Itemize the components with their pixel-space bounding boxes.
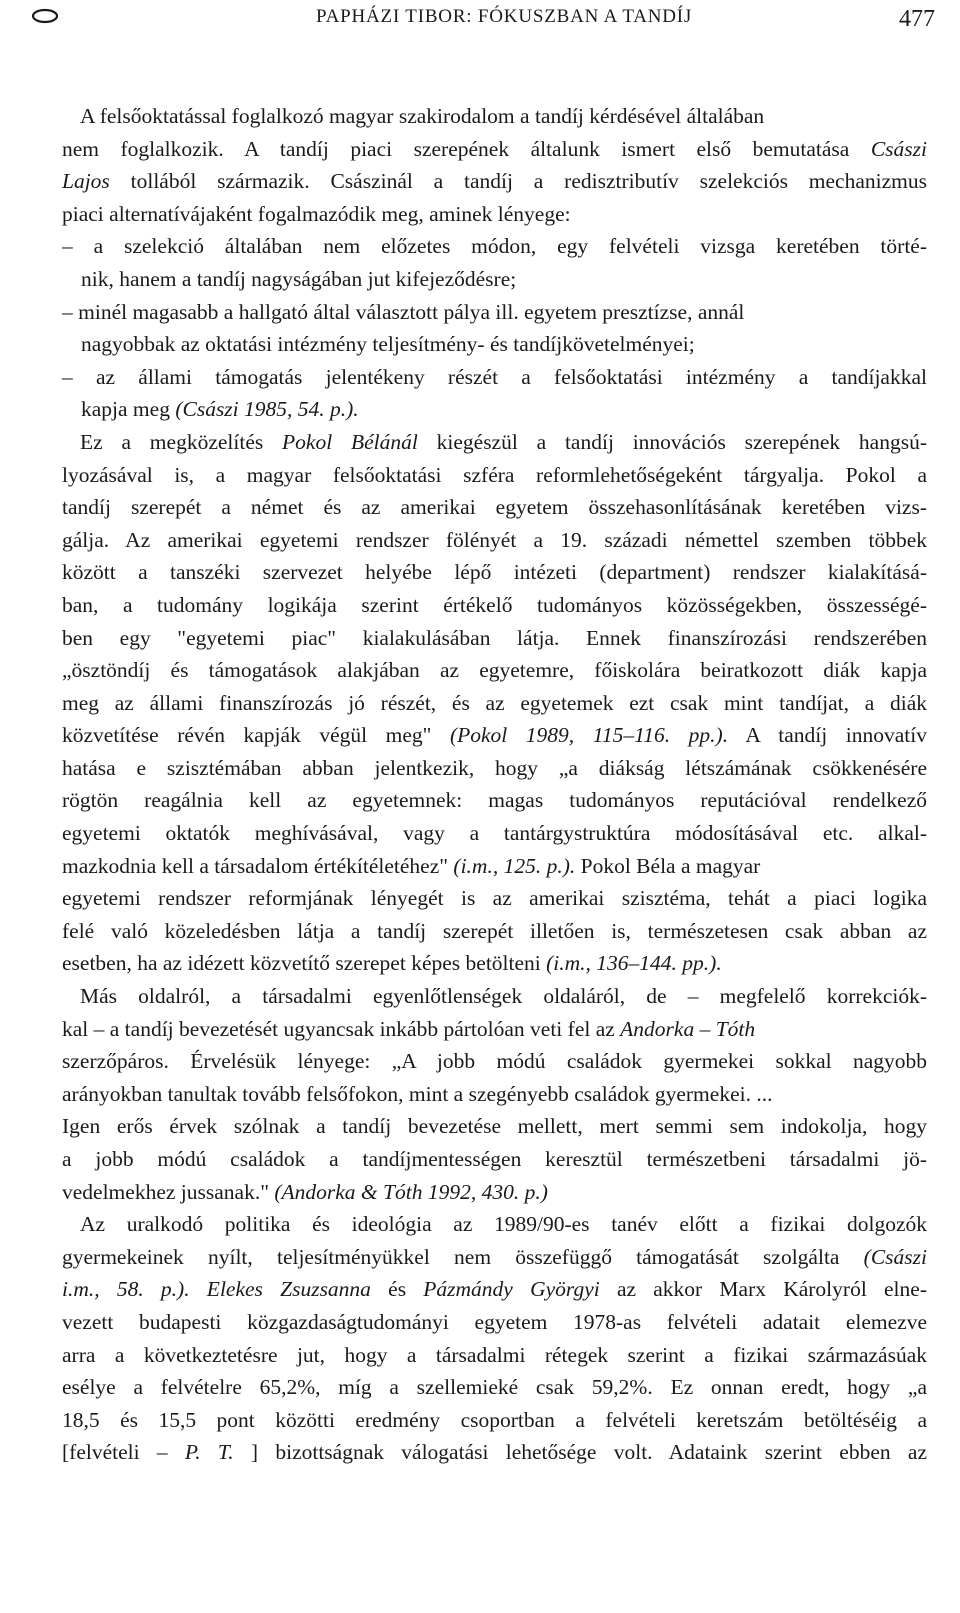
italic-text: (i.m., 136–144. pp.).: [546, 951, 722, 976]
text-span: 18,5 és 15,5 pont közötti eredmény csoportban a felvételi keretszám betöltéséig a: [62, 1407, 927, 1432]
page-number: 477: [899, 6, 935, 32]
text-span: Ez a megközelítés: [80, 429, 283, 454]
text-line: [62, 328, 927, 361]
body-text: [62, 100, 927, 1469]
text-span: kiegészül a tandíj innovációs szerepének hangsú-: [417, 429, 927, 454]
italic-text: (Császi: [863, 1244, 927, 1269]
text-span: Igen erős érvek szólnak a tandíj bevezetése mellett, mert semmi sem indokolja, hogy: [62, 1114, 927, 1139]
text-line: [62, 784, 927, 817]
italic-text: Andorka – Tóth: [620, 1016, 756, 1041]
italic-text: (Andorka & Tóth 1992, 430. p.): [274, 1179, 548, 1204]
text-span: felé való közeledésben látja a tandíj szerepét illetően is, természetesen csak abban az: [62, 918, 927, 943]
text-line: [62, 1371, 927, 1404]
text-span: piaci alternatívájaként fogalmazódik meg, aminek lényege:: [62, 201, 571, 226]
text-span: A felsőoktatással foglalkozó magyar szakirodalom a tandíj kérdésével általában: [80, 104, 765, 128]
text-line: [62, 719, 927, 752]
text-line: [62, 850, 927, 883]
text-span: tandíj szerepét a német és az amerikai egyetem összehasonlításának keretében vizs-: [62, 495, 927, 520]
text-line: [62, 524, 927, 557]
text-line: [62, 459, 927, 492]
text-span: közvetítése révén kapják végül meg": [62, 723, 450, 748]
text-line: [62, 1208, 927, 1241]
text-span: nem foglalkozik. A tandíj piaci szerepének általunk ismert első bemutatása: [62, 136, 871, 161]
italic-text: P. T.: [184, 1440, 234, 1465]
text-span: gálja. Az amerikai egyetemi rendszer fölényét a 19. századi némettel szemben többek: [62, 527, 927, 552]
text-span: szerzőpáros. Érvelésük lényege: „A jobb módú családok gyermekei sokkal nagyobb: [62, 1049, 927, 1074]
text-span: vezett budapesti közgazdaságtudományi egyetem 1978-as felvételi adatait elemezve: [62, 1309, 927, 1334]
text-span: ] bizottságnak válogatási lehetősége volt. Adataink szerint ebben az: [233, 1440, 927, 1465]
text-span: meg az állami finanszírozás jó részét, és az egyetemek ezt csak mint tandíjat, a diák: [62, 690, 927, 715]
text-span: az akkor Marx Károlyról elne-: [599, 1277, 927, 1302]
text-line: [62, 165, 927, 198]
text-line: [62, 491, 927, 524]
text-span: A tandíj innovatív: [728, 723, 927, 748]
text-span: Pokol Béla a magyar: [575, 853, 761, 878]
text-span: a jobb módú családok a tandíjmentességen keresztül természetbeni társadalmi jö-: [62, 1147, 927, 1171]
text-line: [62, 752, 927, 785]
text-line: [62, 622, 927, 655]
text-span: mazkodnia kell a társadalom értékítéletéhez": [62, 853, 454, 878]
text-line: [62, 817, 927, 850]
text-span: – az állami támogatás jelentékeny részét a felsőoktatási intézmény a tandíjakkal: [62, 364, 927, 389]
text-line: [62, 1176, 927, 1209]
text-span: kapja meg: [81, 397, 176, 422]
text-span: rögtön reagálnia kell az egyetemnek: magas tudományos reputációval rendelkező: [62, 788, 927, 813]
italic-text: Pokol Bélánál: [282, 429, 418, 454]
text-line: [62, 1273, 927, 1306]
italic-text: Császi: [870, 136, 927, 161]
oval-logo-icon: [30, 6, 60, 26]
text-span: Más oldalról, a társadalmi egyenlőtlenségek oldaláról, de – megfelelő korrekciók-: [80, 984, 927, 1009]
text-line: [62, 556, 927, 589]
italic-text: (Pokol 1989, 115–116. pp.).: [449, 723, 729, 748]
text-line: [62, 654, 927, 687]
text-line: [62, 100, 927, 133]
text-line: [62, 1013, 927, 1046]
text-line: [62, 133, 927, 166]
italic-text: (i.m., 125. p.).: [453, 853, 576, 878]
text-line: [62, 230, 927, 263]
text-span: ban, a tudomány logikája szerint értékelő tudományos közösségekben, összességé-: [62, 592, 927, 617]
text-span: egyetemi oktatók meghívásával, vagy a tantárgystruktúra módosításával etc. alkal-: [62, 821, 927, 846]
text-line: [62, 687, 927, 720]
text-line: [62, 1045, 927, 1078]
text-span: „ösztöndíj és támogatások alakjában az egyetemre, főiskolára beiratkozott diák kapja: [62, 658, 927, 683]
text-span: ben egy "egyetemi piac" kialakulásában látja. Ennek finanszírozási rendszerében: [62, 625, 927, 650]
text-line: [62, 915, 927, 948]
text-span: [felvételi –: [62, 1440, 185, 1465]
text-span: – minél magasabb a hallgató által választott pálya ill. egyetem presztízse, annál: [62, 299, 745, 324]
text-span: arányokban tanultak tovább felsőfokon, mint a szegényebb családok gyermekei. ...: [62, 1081, 773, 1106]
italic-text: Lajos: [62, 169, 110, 194]
text-span: lyozásával is, a magyar felsőoktatási szféra reformlehetőségeként tárgyalja. Pokol a: [62, 462, 927, 487]
text-line: [62, 947, 927, 980]
italic-text: (Császi 1985, 54. p.).: [175, 397, 359, 422]
text-line: [62, 1143, 927, 1176]
text-span: nik, hanem a tandíj nagyságában jut kifejeződésre;: [81, 266, 517, 291]
text-line: [62, 1339, 927, 1372]
text-line: [62, 1436, 927, 1469]
text-span: kal – a tandíj bevezetését ugyancsak inkább pártolóan veti fel az: [62, 1016, 621, 1041]
running-head: PAPHÁZI TIBOR: FÓKUSZBAN A TANDÍJ: [316, 6, 693, 27]
text-line: [62, 393, 927, 426]
text-line: [62, 1110, 927, 1143]
text-span: – a szelekció általában nem előzetes módon, egy felvételi vizsga keretében törté-: [62, 234, 927, 259]
text-line: [62, 361, 927, 394]
text-line: [62, 882, 927, 915]
text-line: [62, 1306, 927, 1339]
italic-text: i.m., 58. p.). Elekes Zsuzsanna: [62, 1277, 371, 1302]
text-line: [62, 198, 927, 231]
text-span: nagyobbak az oktatási intézmény teljesítmény- és tandíjkövetelményei;: [81, 332, 695, 357]
text-span: vedelmekhez jussanak.": [62, 1179, 275, 1204]
text-line: [62, 1404, 927, 1437]
text-line: [62, 589, 927, 622]
page-header: [30, 4, 935, 44]
text-span: esetben, ha az idézett közvetítő szerepet képes betölteni: [62, 951, 547, 976]
text-span: Az uralkodó politika és ideológia az 1989/90-es tanév előtt a fizikai dolgozók: [80, 1212, 927, 1237]
text-line: [62, 296, 927, 329]
text-line: [62, 1078, 927, 1111]
text-span: egyetemi rendszer reformjának lényegét is az amerikai szisztéma, tehát a piaci logika: [62, 886, 927, 911]
text-span: hatása e szisztémában abban jelentkezik, hogy „a diákság létszámának csökkenésére: [62, 755, 927, 780]
text-span: között a tanszéki szervezet helyébe lépő intézeti (department) rendszer kialakításá-: [62, 560, 927, 585]
text-line: [62, 426, 927, 459]
text-line: [62, 1241, 927, 1274]
text-span: tollából származik. Császinál a tandíj a redisztributív szelekciós mechanizmus: [109, 169, 927, 194]
italic-text: Pázmándy Györgyi: [423, 1277, 600, 1302]
text-line: [62, 263, 927, 296]
text-span: arra a következtetésre jut, hogy a társadalmi rétegek szerint a fizikai származásúak: [62, 1342, 927, 1367]
text-span: és: [370, 1277, 424, 1302]
text-span: esélye a felvételre 65,2%, míg a szellemieké csak 59,2%. Ez onnan eredt, hogy „a: [62, 1375, 927, 1400]
text-span: gyermekeinek nyílt, teljesítményükkel nem összefüggő támogatását szolgálta: [62, 1244, 864, 1269]
text-line: [62, 980, 927, 1013]
